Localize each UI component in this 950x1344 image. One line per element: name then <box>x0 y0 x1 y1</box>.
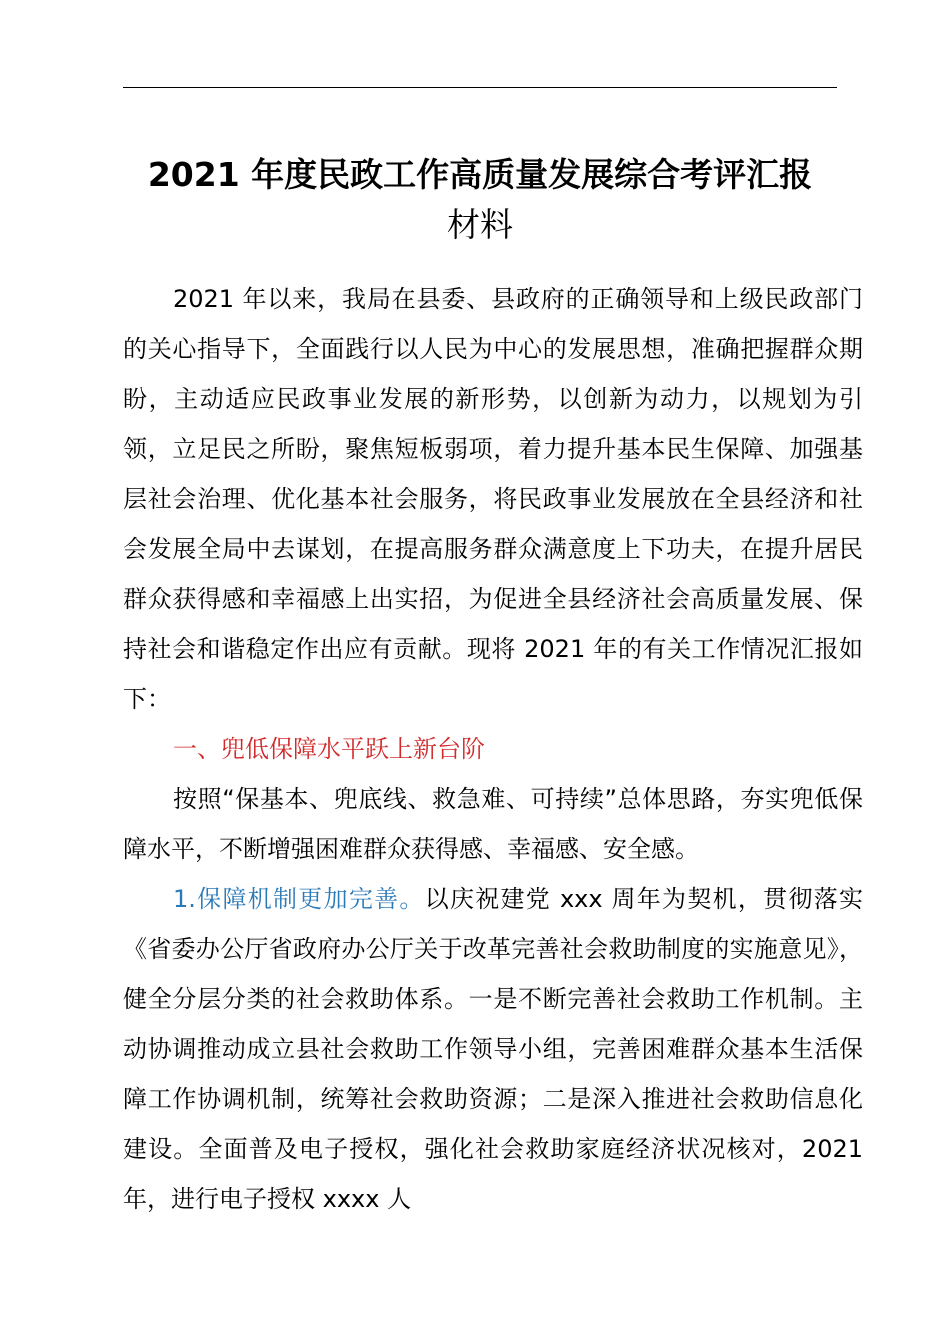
item-1-heading: 1.保障机制更加完善。 <box>173 885 425 913</box>
section-1-paragraph: 按照“保基本、兜底线、救急难、可持续”总体思路，夯实兜低保障水平，不断增强困难群众获得感、幸福感、安全感。 <box>123 785 863 863</box>
header-rule <box>123 87 837 88</box>
item-1-text: 以庆祝建党 xxx 周年为契机，贯彻落实《省委办公厅省政府办公厅关于改革完善社会救助制度的实施意见》，健全分层分类的社会救助体系。一是不断完善社会救助工作机制。主动协调推动成立县社会救助工作领导小组，完善困难群众基本生活保障工作协调机制，统筹社会救助资源；二是深入推进社会救助信息化建设。全面普及电子授权，强化社会救助家庭经济状况核对，2021 年，进行电子授权 xxxx 人 <box>123 885 863 1213</box>
title-line-1: 2021 年度民政工作高质量发展综合考评汇报 <box>147 155 813 194</box>
title-line-2: 材料 <box>447 205 513 244</box>
intro-paragraph: 2021 年以来，我局在县委、县政府的正确领导和上级民政部门的关心指导下，全面践行以人民为中心的发展思想，准确把握群众期盼，主动适应民政事业发展的新形势，以创新为动力，以规划为引领，立足民之所盼，聚焦短板弱项，着力提升基本民生保障、加强基层社会治理、优化基本社会服务，将民政事业发展放在全县经济和社会发展全局中去谋划，在提高服务群众满意度上下功夫，在提升居民群众获得感和幸福感上出实招，为促进全县经济社会高质量发展、保持社会和谐稳定作出应有贡献。现将 2021 年的有关工作情况汇报如下： <box>123 285 863 713</box>
item-1-paragraph <box>123 874 863 1224</box>
document-body <box>123 274 863 1224</box>
section-1-heading: 一、兜低保障水平跃上新台阶 <box>173 735 485 763</box>
document-title <box>110 150 850 250</box>
